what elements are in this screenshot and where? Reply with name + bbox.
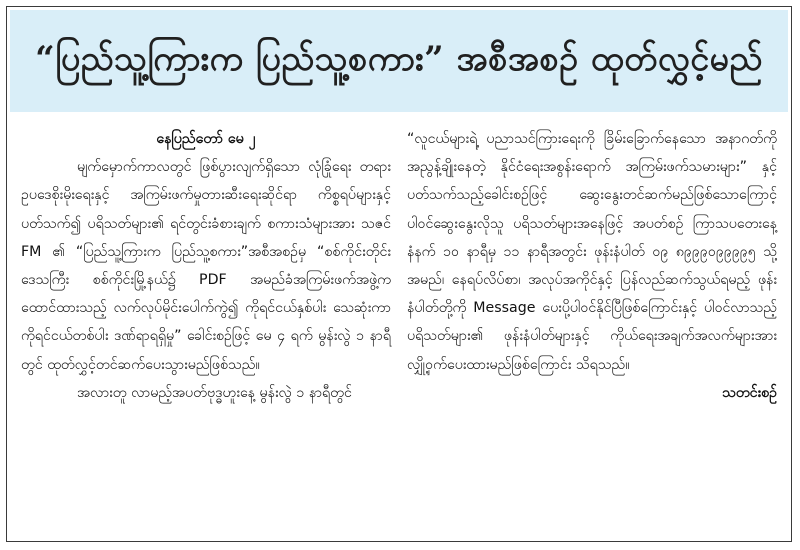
headline-banner [10,10,788,112]
article-body [21,125,777,533]
left-column [21,125,391,533]
byline: သတင်းစဉ် [722,384,777,401]
paragraph: “လူငယ်များရဲ့ ပညာသင်ကြားရေးကို ခြိမ်းခြောက်နေသော အနာဂတ်ကို အညွန့်ချိုးနေတဲ့ နိုင်ငံရေးအစွန်းရောက် အကြမ်းဖက်သမားများ” နှင့်ပတ်သက်သည့်ခေါင်းစဉ်ဖြင့် ဆွေးနွေးတင်ဆက်မည်ဖြစ်သောကြောင့် ပါဝင်ဆွေးနွေးလိုသူ ပရိသတ်များအနေဖြင့် အပတ်စဉ် ကြာသပတေးနေ့ နံနက် ၁၀ နာရီမှ ၁၁ နာရီအတွင်း ဖုန်းနံပါတ် ၀၉ ၈၉၉၉၀၉၉၉၉၅ သို့ အမည်၊ နေရပ်လိပ်စာ၊ အလုပ်အကိုင်နှင့် ပြန်လည်ဆက်သွယ်ရမည့် ဖုန်းနံပါတ်တို့ကို Message ပေးပို့ပါဝင်နိုင်ပြီဖြစ်ကြောင်းနှင့် ပါဝင်လာသည့်ပရိသတ်များ၏ ဖုန်းနံပါတ်များနှင့် ကိုယ်ရေးအချက်အလက်များအား လျှို့ဝှက်ပေးထားမည်ဖြစ်ကြောင်း သိရသည်။ [407,131,777,373]
paragraph: မျက်မှောက်ကာလတွင် ဖြစ်ပွားလျက်ရှိသော လုံခြုံရေး တရားဥပဒေစိုးမိုးရေးနှင့် အကြမ်းဖက်မှုတားဆီးရေးဆိုင်ရာ ကိစ္စရပ်များနှင့်ပတ်သက်၍ ပရိသတ်များ၏ ရင်တွင်းခံစားချက် စကားသံများအား သဇင် FM ၏ “ပြည်သူ့ကြားက ပြည်သူ့စကား”အစီအစဉ်မှ “စစ်ကိုင်းတိုင်းဒေသကြီး စစ်ကိုင်းမြို့နယ်၌ PDF အမည်ခံအကြမ်းဖက်အဖွဲ့က ထောင်ထားသည့် လက်လုပ်မိုင်းပေါက်ကွဲ၍ ကိုရင်ငယ်နှစ်ပါး သေဆုံးကာ ကိုရင်ငယ်တစ်ပါး ဒဏ်ရာရရှိမှု” ခေါင်းစဉ်ဖြင့် မေ ၄ ရက် မွန်းလွဲ ၁ နာရီတွင် ထုတ်လွှင့်တင်ဆက်ပေးသွားမည်ဖြစ်သည်။ [21,159,391,373]
dateline: နေပြည်တော် မေ ၂ [156,131,256,147]
headline: “ပြည်သူ့ကြားက ပြည်သူ့စကား” အစီအစဉ် ထုတ်လွှင့်မည် [35,38,763,79]
paragraph: အလားတူ လာမည့်အပတ်ဗုဒ္ဓဟူးနေ့ မွန်းလွဲ ၁ နာရီတွင် [77,384,352,401]
article-frame [6,6,792,542]
right-column [407,125,777,533]
